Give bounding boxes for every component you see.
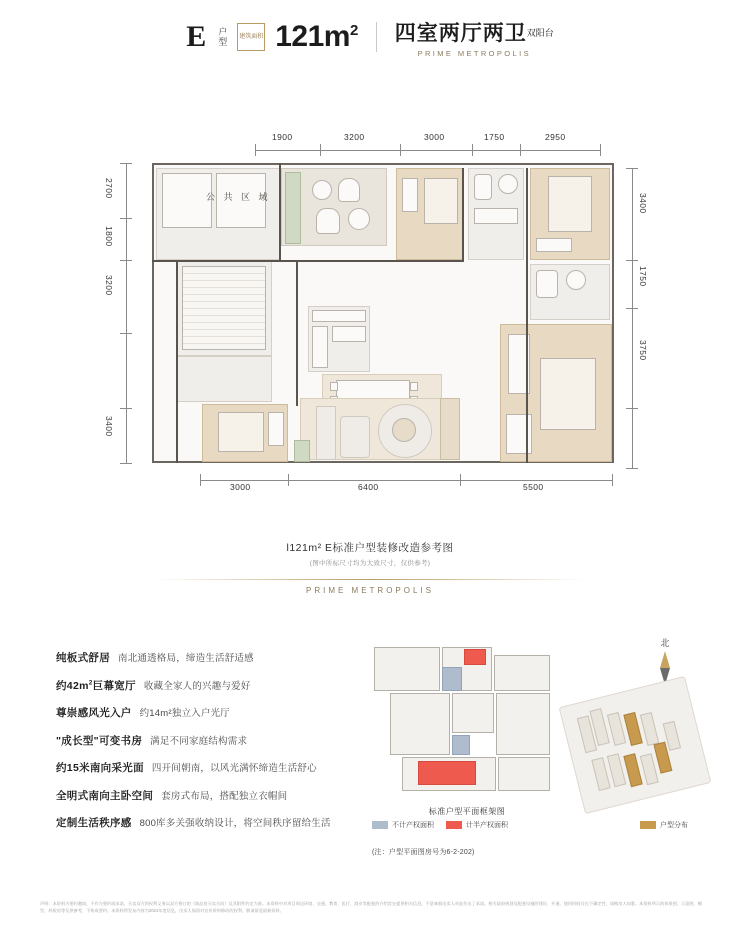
top-dim-0: 1900 (272, 132, 293, 142)
legend-item (640, 820, 688, 830)
feature-row (56, 788, 356, 803)
header-brand: PRIME METROPOLIS (417, 48, 531, 58)
feature-key: 定制生活秩序感 (56, 817, 132, 829)
mini-plan-legend (372, 820, 702, 830)
area-badge (237, 23, 265, 51)
site-boundary (559, 676, 712, 814)
mini-plan-caption: 标准户型平面框架图 (428, 807, 506, 816)
feature-row (56, 733, 356, 748)
unit-letter: E (186, 20, 208, 53)
bottom-dim-2: 5500 (523, 482, 544, 492)
unit-letter-vertical-label: 户型 (217, 27, 228, 47)
public-area-label: 公 共 区 域 (206, 192, 271, 202)
feature-key: 约15米南向采光面 (56, 762, 144, 774)
right-dim-0: 3400 (638, 193, 648, 214)
feature-row (56, 650, 356, 665)
right-dim-1: 1750 (638, 266, 648, 287)
right-dim-2: 3750 (638, 340, 648, 361)
room-config (395, 17, 554, 47)
legend-label: 不计产权面积 (392, 822, 434, 829)
unit-area (275, 20, 358, 54)
left-dim-1: 1800 (104, 226, 114, 247)
feature-row (56, 705, 356, 720)
feature-key-b: 巨幕宽厅 (92, 679, 136, 692)
legend-label: 计半产权面积 (466, 822, 508, 829)
legend-item (372, 820, 434, 830)
feature-key: "成长型"可变书房 (56, 734, 143, 747)
compass-north-label: 北 (660, 638, 670, 648)
feature-row (56, 678, 356, 693)
site-map (570, 690, 700, 800)
entry-hall (176, 356, 272, 402)
feature-key: 尊崇感风光入户 (56, 707, 132, 719)
bottom-dim-1: 6400 (358, 482, 379, 492)
floor-plan (0, 68, 740, 538)
room-config-note: 双阳台 (526, 27, 554, 38)
top-dim-4: 2950 (545, 132, 566, 142)
legend-swatch-half-area (446, 821, 462, 829)
feature-key-sup: 2 (88, 679, 93, 686)
feature-key: 全明式南向主卧空间 (56, 789, 154, 802)
feature-row (56, 760, 356, 775)
area-badge-text: 建筑面积 (239, 33, 264, 40)
legend-swatch-unit-location (640, 821, 656, 829)
unit-area-value: 121m (275, 20, 350, 53)
unit-area-sup: 2 (349, 22, 358, 39)
feature-key-a: 约42m (56, 679, 89, 692)
mini-floor-plan (372, 645, 557, 805)
feature-value: 约14m²独立入户光厅 (139, 708, 230, 719)
bottom-dim-0: 3000 (230, 482, 251, 492)
page-header (0, 0, 740, 60)
legend-item (446, 820, 508, 830)
caption-brand: PRIME METROPOLIS (305, 586, 434, 595)
room-config-text: 四室两厅两卫 (394, 21, 527, 45)
legend-label: 户型分布 (660, 822, 688, 829)
caption-divider (155, 579, 585, 580)
feature-key (56, 678, 136, 693)
mini-plan-note: (注：户型平面图房号为6-2-202) (372, 849, 475, 856)
feature-value: 套房式布局，搭配独立衣帽间 (161, 790, 288, 802)
feature-key: 纯板式舒居 (56, 652, 110, 664)
top-dim-1: 3200 (344, 132, 365, 142)
legend-swatch-no-area (372, 821, 388, 829)
top-dim-3: 1750 (484, 132, 505, 142)
top-dim-2: 3000 (424, 132, 445, 142)
feature-value: 四开间朝南，以风光满怀缔造生活舒心 (151, 763, 317, 774)
plan-caption (0, 540, 740, 595)
caption-title: l121m² E标准户型装修改造参考图 (286, 542, 454, 554)
left-dim-3: 3400 (104, 416, 114, 437)
feature-value: 收藏全家人的兴趣与爱好 (143, 680, 251, 692)
left-dim-0: 2700 (104, 178, 114, 199)
left-dim-2: 3200 (104, 275, 114, 296)
legal-footer: 声明：本资料为要约邀请，不作为要约或承诺，买卖双方的权利义务以双方签订的《商品房买卖合同》及其附件约定为准。本资料中对项目周边环境、交通、教育、医疗、商业等配套的介绍旨在提供相关信息，不意味着出卖人对此作出了承诺。相关政府规划及配套设施的建设、开通、使用时间存在不确定性，请购房人知悉。本资料所示的效果图、示意图、模型、样板房等仅供参考，不构成要约。本资料所发布内容为2024年度信息，出卖人保留对宣传资料修改的权利，敬请留意最新资料。 (40, 901, 702, 913)
header-divider (376, 22, 377, 52)
feature-value: 满足不同家庭结构需求 (150, 735, 248, 747)
feature-value: 南北通透格局，缔造生活舒适感 (118, 653, 254, 664)
caption-subtitle: (图中所标尺寸均为大致尺寸，仅供参考) (309, 560, 431, 567)
feature-list (56, 650, 356, 843)
feature-value: 800库多关强收纳设计，将空间秩序留给生活 (139, 818, 331, 829)
header-right (395, 17, 554, 58)
feature-row (56, 815, 356, 830)
